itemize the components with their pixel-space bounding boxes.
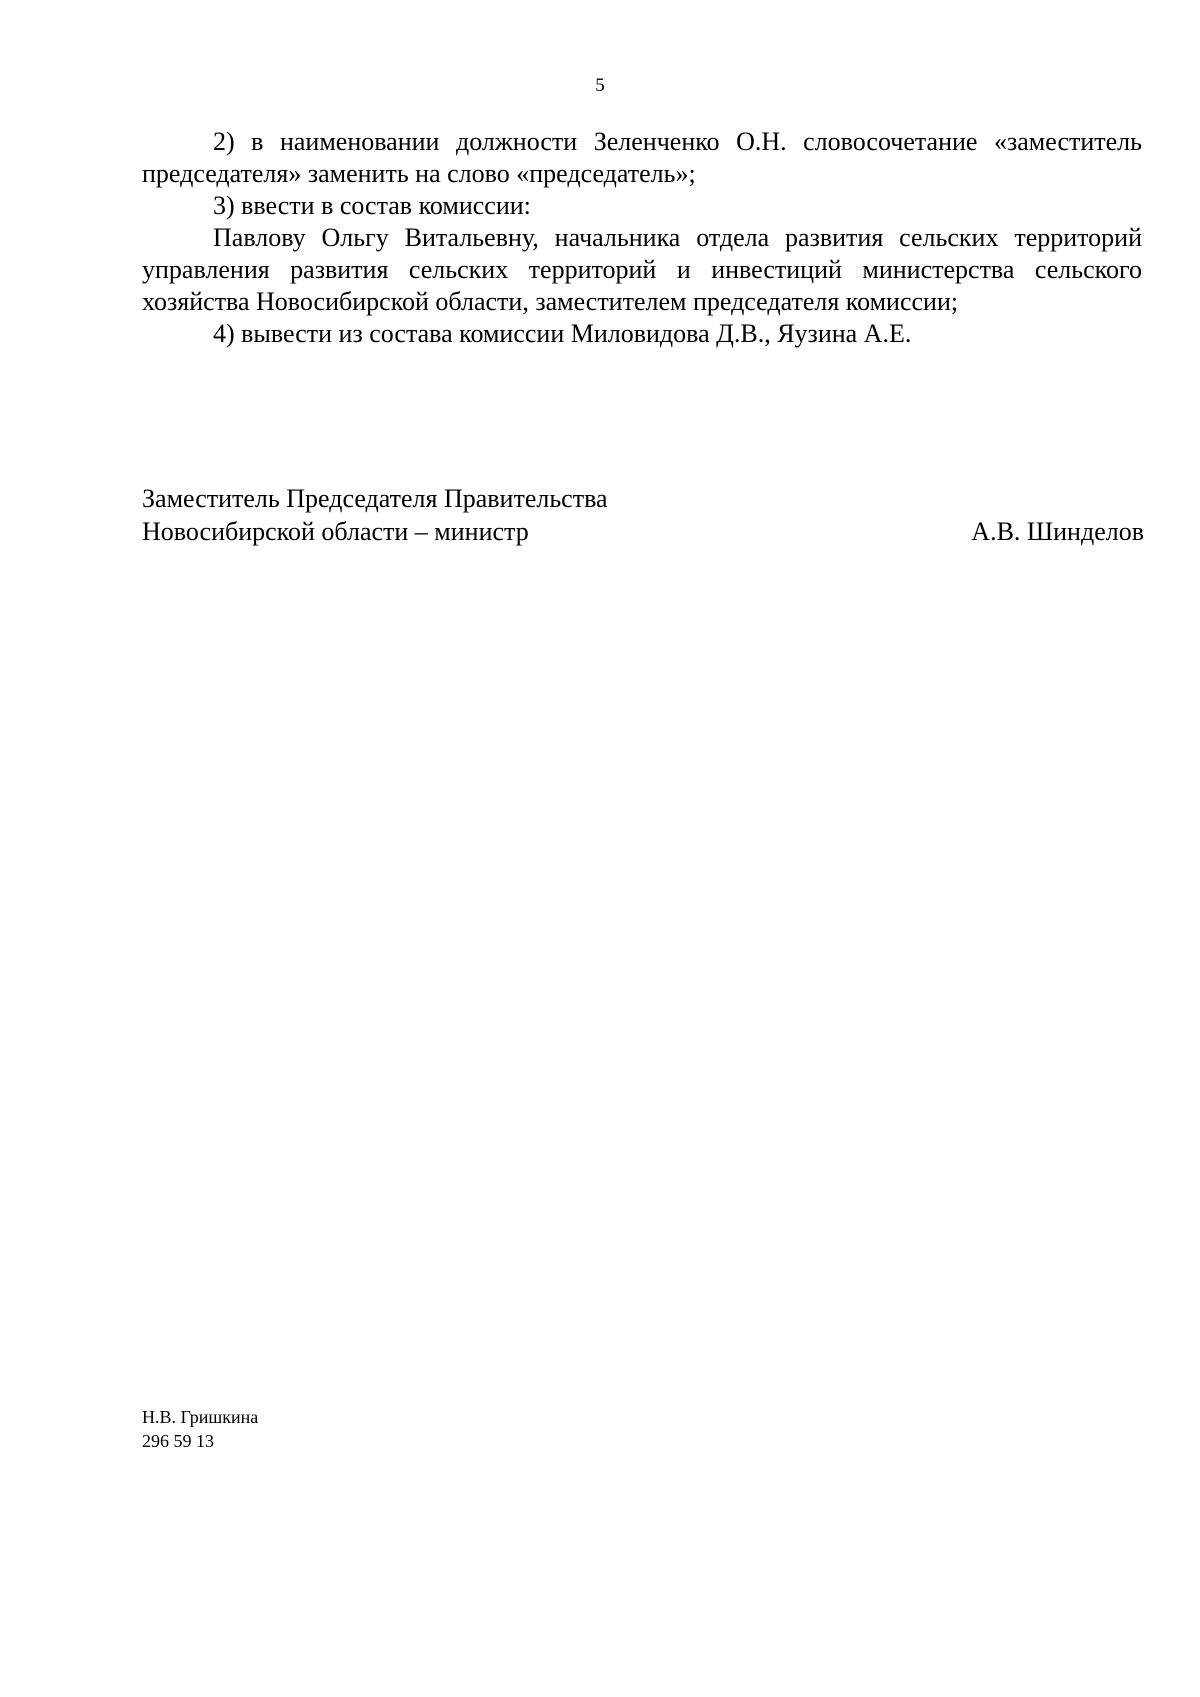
signature-position-2: Новосибирской области – министр: [142, 517, 529, 546]
signature-position-1: Заместитель Председателя Правительства: [142, 484, 608, 513]
executor-phone: 296 59 13: [142, 1431, 214, 1451]
paragraph-item-3: 3) ввести в состав комиссии:: [213, 191, 531, 220]
signature-position-line-2: [142, 515, 1144, 548]
signature-position-line-1: [142, 482, 1144, 515]
executor-name: Н.В. Гришкина: [142, 1407, 259, 1427]
paragraph-new-member: Павлову Ольгу Витальевну, начальника отдела развития сельских территорий управления развития сельских территорий и инвестиций министерства сельского хозяйства Новосибирской области, заместителем председателя комиссии;: [142, 223, 1142, 316]
signature-block: [142, 482, 1144, 548]
executor-block: [142, 1405, 258, 1453]
paragraph-item-4: 4) вывести из состава комиссии Миловидова Д.В., Яузина А.Е.: [213, 319, 912, 348]
signature-name: А.В. Шинделов: [971, 517, 1144, 546]
document-body: [142, 126, 1142, 350]
paragraph-item-2: 2) в наименовании должности Зеленченко О.Н. словосочетание «заместитель председателя» заменить на слово «председатель»;: [142, 127, 1142, 188]
page-number: 5: [595, 75, 605, 96]
